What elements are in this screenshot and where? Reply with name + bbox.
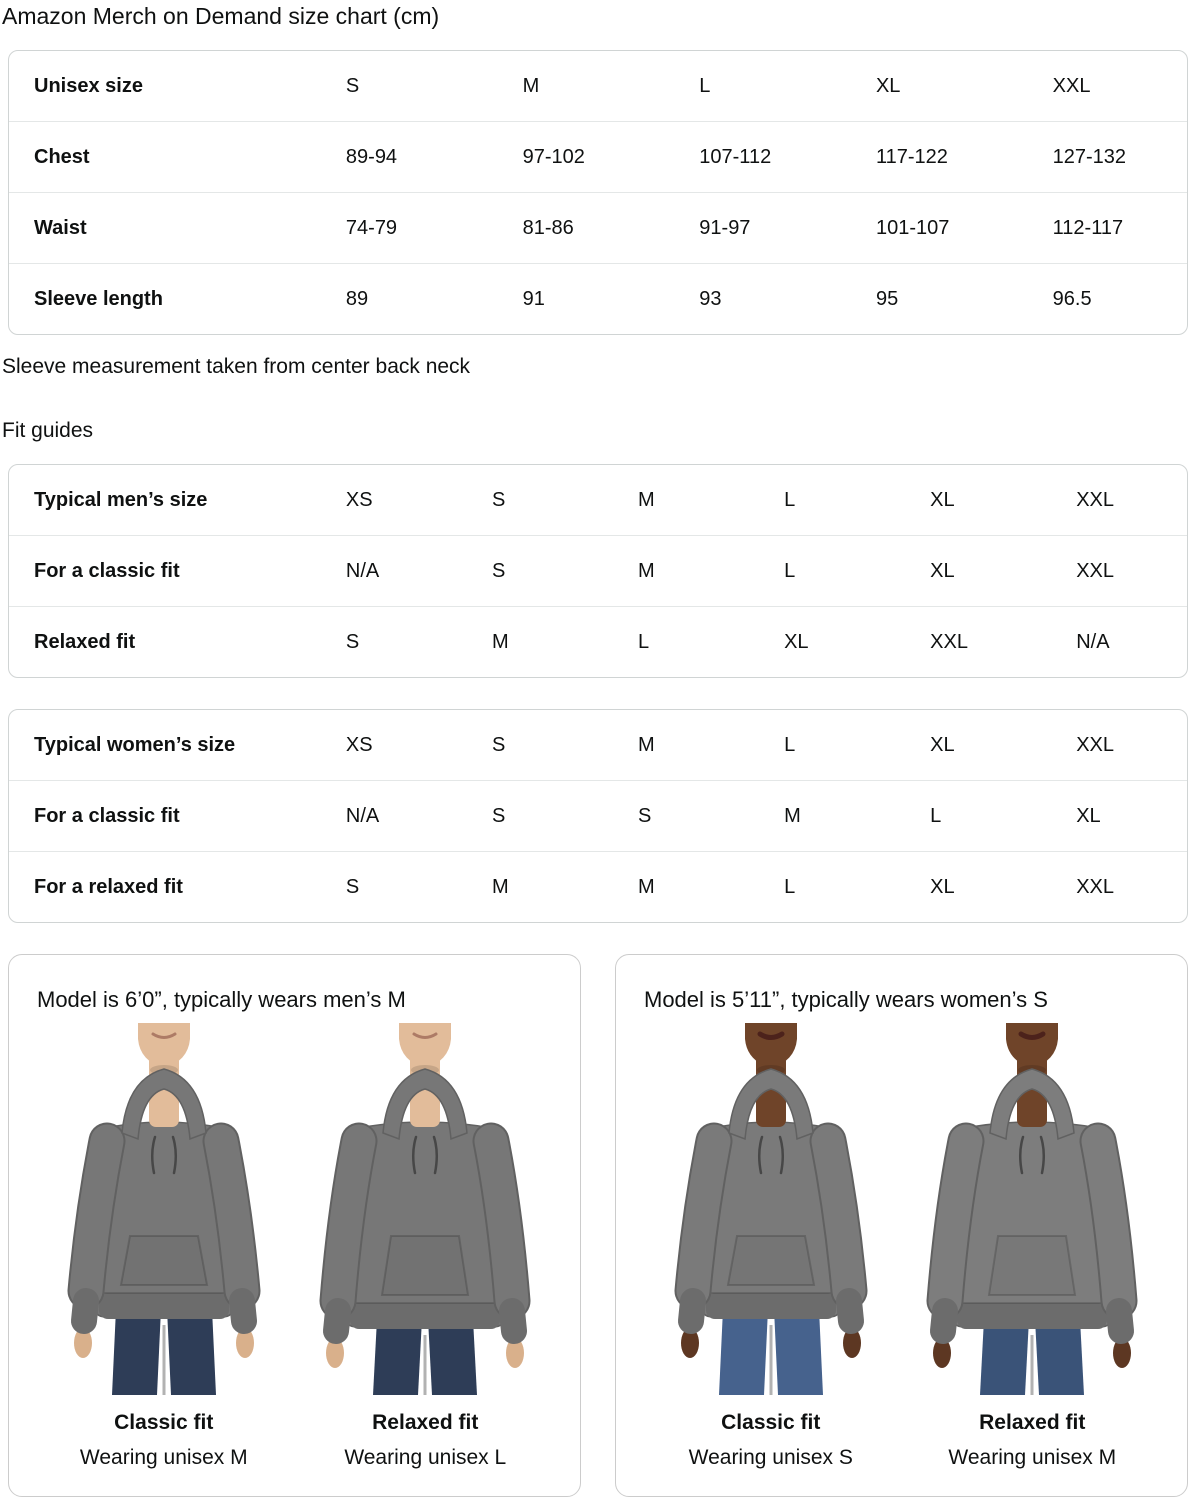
page-title: Amazon Merch on Demand size chart (cm) (2, 3, 440, 29)
table-cell: L (784, 875, 796, 898)
row-label: Sleeve length (34, 287, 163, 310)
womens-relaxed-figure (902, 1023, 1164, 1470)
table-cell: L (784, 733, 796, 756)
table-cell: 95 (875, 287, 899, 310)
table-cell: XXL (1076, 559, 1115, 582)
table-cell: S (345, 74, 360, 97)
table-cell: XS (345, 488, 373, 511)
table-cell: 97-102 (522, 145, 585, 168)
table-cell: 93 (699, 287, 722, 310)
fit-label: Relaxed fit (979, 1411, 1086, 1435)
table-cell: S (491, 733, 506, 756)
size-chart-page (0, 3, 1196, 1497)
table-cell: XXL (1052, 74, 1091, 97)
table-cell: 112-117 (1052, 216, 1124, 239)
table-cell: M (638, 559, 655, 582)
table-cell: S (345, 875, 360, 898)
table-cell: L (930, 804, 942, 827)
row-label: Typical men’s size (34, 488, 208, 511)
mens-classic-figure (33, 1023, 295, 1470)
wearing-label: Wearing unisex M (948, 1446, 1117, 1470)
table-cell: 117-122 (875, 145, 948, 168)
mens-figures (33, 1023, 556, 1470)
fit-label: Classic fit (721, 1411, 821, 1435)
mens-classic-model-photo (39, 1023, 289, 1395)
table-cell: XL (1076, 804, 1101, 827)
table-row (9, 193, 1187, 264)
mens-model-card-title: Model is 6’0”, typically wears men’s M (37, 987, 406, 1013)
womens-figures (640, 1023, 1163, 1470)
mens-relaxed-model-photo (300, 1023, 550, 1395)
table-cell: L (784, 488, 796, 511)
row-label: For a classic fit (34, 559, 180, 582)
table-row (9, 607, 1187, 678)
table-cell: N/A (1076, 630, 1110, 653)
row-label: Typical women’s size (34, 733, 236, 756)
table-cell: M (491, 875, 509, 898)
table-cell: M (491, 630, 509, 653)
table-cell: 89 (345, 287, 369, 310)
table-row (9, 536, 1187, 607)
table-cell: 107-112 (699, 145, 772, 168)
table-row (9, 264, 1187, 335)
row-label: For a relaxed fit (34, 875, 183, 898)
table-cell: XS (345, 733, 373, 756)
table-cell: XL (875, 74, 901, 97)
table-cell: 127-132 (1052, 145, 1127, 168)
table-cell: 74-79 (345, 216, 398, 239)
table-cell: XXL (930, 630, 968, 653)
womens-fit-table-card (8, 709, 1188, 923)
table-row (9, 465, 1187, 536)
table-cell: M (522, 74, 540, 97)
mens-fit-table-card (8, 464, 1188, 678)
model-cards (8, 954, 1188, 1497)
table-cell: 81-86 (522, 216, 574, 239)
wearing-label: Wearing unisex M (79, 1446, 248, 1470)
womens-classic-figure (640, 1023, 902, 1470)
table-cell: XL (930, 875, 955, 898)
table-row (9, 781, 1187, 852)
wearing-label: Wearing unisex S (688, 1446, 853, 1470)
table-cell: 101-107 (875, 216, 950, 239)
row-label: For a classic fit (34, 804, 180, 827)
table-cell: 91-97 (699, 216, 751, 239)
table-cell: S (638, 804, 652, 827)
table-cell: 96.5 (1052, 287, 1092, 310)
table-cell: XXL (1076, 733, 1115, 756)
table-cell: 91 (522, 287, 545, 310)
row-label: Unisex size (34, 74, 143, 97)
fit-label: Classic fit (114, 1411, 214, 1435)
unisex-size-table (9, 51, 1187, 334)
fit-label: Relaxed fit (372, 1411, 479, 1435)
table-cell: 89-94 (345, 145, 398, 168)
womens-model-card-title: Model is 5’11”, typically wears women’s S (644, 987, 1048, 1013)
unisex-size-table-card (8, 50, 1188, 335)
mens-relaxed-figure (295, 1023, 557, 1470)
table-cell: XL (784, 630, 809, 653)
table-row (9, 852, 1187, 923)
table-cell: XXL (1076, 488, 1115, 511)
row-label: Chest (34, 145, 90, 168)
mens-fit-table (9, 465, 1187, 677)
womens-classic-model-photo (646, 1023, 896, 1395)
womens-relaxed-model-photo (907, 1023, 1157, 1395)
table-cell: S (345, 630, 360, 653)
table-cell: L (638, 630, 650, 653)
table-row (9, 51, 1187, 122)
table-row (9, 122, 1187, 193)
table-row (9, 710, 1187, 781)
table-cell: XXL (1076, 875, 1115, 898)
row-label: Relaxed fit (34, 630, 136, 653)
womens-fit-table (9, 710, 1187, 922)
table-cell: XL (930, 559, 955, 582)
womens-model-card (615, 954, 1188, 1497)
table-cell: XL (930, 488, 955, 511)
table-cell: S (491, 804, 506, 827)
table-cell: M (638, 733, 655, 756)
table-cell: N/A (345, 804, 380, 827)
sleeve-note: Sleeve measurement taken from center back neck (2, 355, 471, 379)
table-cell: L (699, 74, 711, 97)
table-cell: S (491, 559, 506, 582)
row-label: Waist (34, 216, 87, 239)
table-cell: M (638, 875, 655, 898)
fit-guides-heading: Fit guides (2, 419, 94, 443)
wearing-label: Wearing unisex L (344, 1446, 507, 1470)
table-cell: L (784, 559, 796, 582)
table-cell: M (784, 804, 801, 827)
mens-model-card (8, 954, 581, 1497)
table-cell: XL (930, 733, 955, 756)
table-cell: N/A (345, 559, 380, 582)
table-cell: M (638, 488, 655, 511)
table-cell: S (491, 488, 506, 511)
